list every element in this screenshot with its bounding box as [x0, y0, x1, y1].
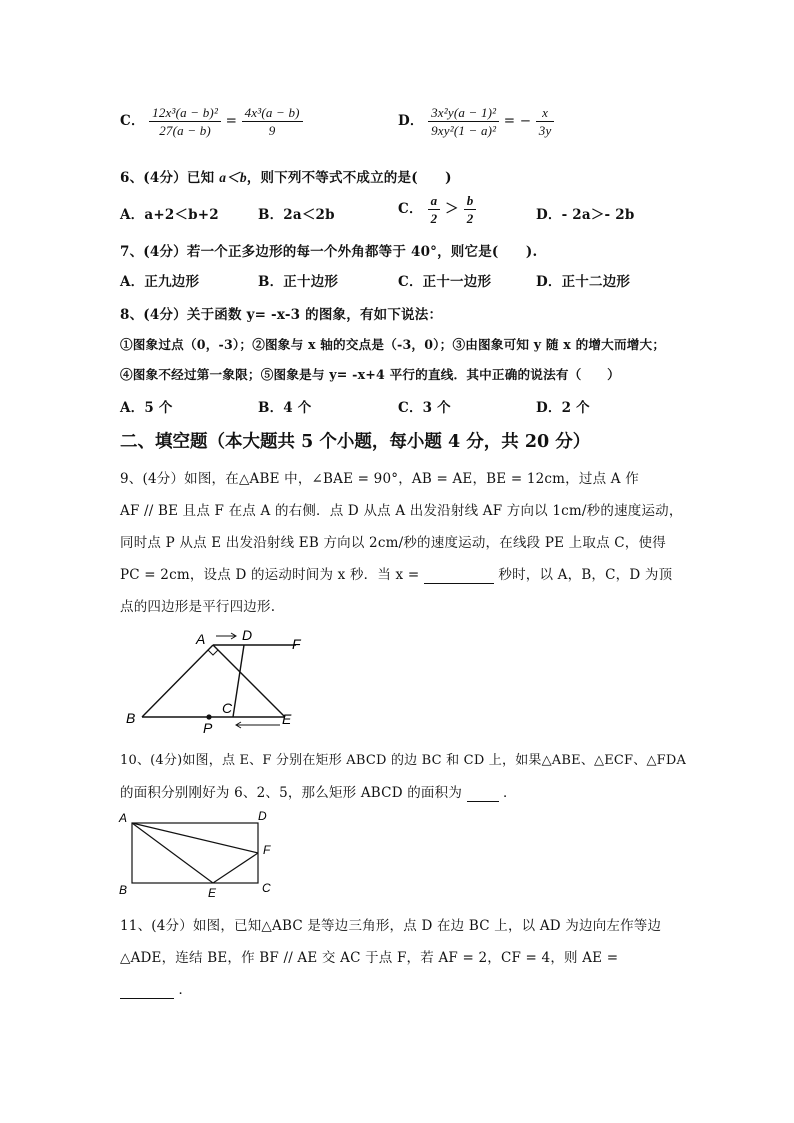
- q5-d-rhs-numerator: x: [536, 104, 555, 122]
- q10-segment-af: [132, 823, 258, 853]
- q5-d-lhs-fraction: [428, 104, 499, 139]
- q8-option-d: D．2 个: [536, 400, 590, 416]
- q9-right-angle-mark: [208, 650, 218, 655]
- q6-c-denominator-a: 2: [430, 211, 438, 226]
- q10-figure: [116, 808, 286, 900]
- q11-line-3: [120, 978, 192, 999]
- q9-line-3: 同时点 P 从点 E 出发沿射线 EB 方向以 2cm/秒的速度运动，在线段 PE 上取点 C，使得: [120, 535, 666, 551]
- q11-line-1: 11、(4分）如图，已知△ABC 是等边三角形，点 D 在边 BC 上，以 AD 为边向左作等边: [120, 918, 662, 934]
- q9-label-a: A: [196, 631, 206, 647]
- q6-stem-condition: a＜b: [219, 170, 247, 185]
- q11-line-3-end: ．: [178, 982, 193, 998]
- q5-d-rhs-denominator: 3y: [538, 123, 552, 138]
- q8-option-a: A．5 个: [120, 400, 173, 416]
- q9-line-4-start: PC = 2cm，设点 D 的运动时间为 x 秒．当 x =: [120, 567, 420, 583]
- q5-c-rhs-numerator: 4x³(a − b): [242, 104, 303, 122]
- q6-stem-prefix: 6、(4分）已知: [120, 170, 220, 186]
- q6-option-a: A．a+2＜b+2: [120, 207, 219, 223]
- q9-line-1: 9、(4分）如图，在△ABE 中，∠BAE = 90°，AB = AE，BE = 12cm，过点 A 作: [120, 471, 639, 487]
- q5-option-c: [120, 104, 303, 139]
- q9-segment-ab: [142, 645, 213, 717]
- q5-d-lhs-numerator: 3x²y(a − 1)²: [428, 104, 499, 122]
- q5-c-lhs-fraction: [149, 104, 221, 139]
- q9-label-f: F: [292, 636, 301, 652]
- q6-c-fraction-b: [464, 192, 477, 227]
- q5-c-lhs-numerator: 12x³(a − b)²: [149, 104, 221, 122]
- q8-stem: 8、(4分）关于函数 y= -x-3 的图象，有如下说法：: [120, 307, 443, 323]
- q10-label-d: D: [258, 809, 267, 823]
- q10-answer-blank[interactable]: [467, 785, 499, 802]
- q10-label-f: F: [263, 843, 271, 857]
- q5-c-rhs-denominator: 9: [268, 123, 276, 138]
- q6-c-denominator-b: 2: [466, 211, 474, 226]
- q11-answer-blank[interactable]: [120, 982, 174, 999]
- q6-stem: [120, 166, 452, 186]
- q6-option-d: D．- 2a＞- 2b: [536, 207, 635, 223]
- q5-c-lhs-denominator: 27(a − b): [159, 123, 211, 138]
- q6-option-c-letter: C．: [398, 201, 423, 217]
- q6-c-numerator-b: b: [464, 192, 477, 210]
- q9-answer-blank[interactable]: [424, 567, 494, 584]
- q10-label-b: B: [119, 883, 128, 897]
- q5-option-d: [398, 104, 554, 139]
- q6-c-fraction-a: [428, 192, 441, 227]
- q7-option-c: C．正十一边形: [398, 274, 492, 290]
- q6-c-greater-than: ＞: [445, 201, 459, 217]
- q6-stem-suffix: ，则下列不等式不成立的是( ): [246, 170, 452, 186]
- q6-option-c: [398, 192, 476, 227]
- q9-label-b: B: [126, 710, 136, 726]
- q10-rectangle-abcd: [132, 823, 258, 883]
- q10-label-a: A: [119, 811, 128, 825]
- q5-option-d-letter: D．: [398, 113, 424, 129]
- q9-figure: [120, 625, 320, 735]
- q10-segment-ae: [132, 823, 213, 883]
- q9-label-d: D: [242, 627, 253, 643]
- q10-line-1: 10、(4分)如图，点 E、F 分别在矩形 ABCD 的边 BC 和 CD 上，如果△ABE、△ECF、△FDA: [120, 753, 687, 768]
- q6-c-numerator-a: a: [428, 192, 441, 210]
- q7-option-d: D．正十二边形: [536, 274, 631, 290]
- q5-c-rhs-fraction: [242, 104, 303, 139]
- q10-label-e: E: [208, 886, 217, 900]
- q5-d-lhs-denominator: 9xy²(1 − a)²: [431, 123, 497, 138]
- q10-segment-ef: [213, 853, 258, 883]
- q5-d-equals: = −: [503, 113, 532, 129]
- q9-label-e: E: [282, 711, 292, 727]
- q6-option-b: B．2a＜2b: [258, 207, 335, 223]
- q9-line-5: 点的四边形是平行四边形.: [120, 599, 276, 615]
- q9-point-p: [206, 714, 211, 719]
- q10-line-2-end: ．: [503, 785, 517, 801]
- q11-line-2: △ADE，连结 BE，作 BF // AE 交 AC 于点 F，若 AF = 2，CF = 4，则 AE =: [120, 950, 619, 966]
- q8-statements-line-1: ①图象过点（0，-3）；②图象与 x 轴的交点是（-3，0）；③由图象可知 y 随 x 的增大而增大；: [120, 337, 666, 352]
- q7-option-b: B．正十边形: [258, 274, 339, 290]
- q8-option-c: C．3 个: [398, 400, 451, 416]
- q8-statements-line-2: ④图象不经过第一象限；⑤图象是与 y= -x+4 平行的直线．其中正确的说法有（ ）: [120, 367, 620, 382]
- q9-segment-dc: [233, 645, 244, 717]
- q10-label-c: C: [262, 881, 271, 895]
- q5-d-rhs-fraction: [536, 104, 555, 139]
- q9-line-4-end: 秒时，以 A，B，C，D 为顶: [498, 567, 673, 583]
- q9-line-4: [120, 563, 672, 584]
- section-2-heading: 二、填空题（本大题共 5 个小题，每小题 4 分，共 20 分）: [120, 432, 591, 452]
- q5-c-equals: =: [225, 113, 238, 129]
- q9-label-p: P: [203, 720, 213, 735]
- q9-label-c: C: [222, 700, 233, 716]
- q5-option-c-letter: C．: [120, 113, 145, 129]
- q10-line-2-start: 的面积分别刚好为 6、2、5，那么矩形 ABCD 的面积为: [120, 785, 463, 801]
- q10-line-2: [120, 781, 517, 802]
- q7-stem: 7、(4分）若一个正多边形的每一个外角都等于 40°，则它是( ).: [120, 244, 538, 260]
- q8-option-b: B．4 个: [258, 400, 312, 416]
- q7-option-a: A．正九边形: [120, 274, 200, 290]
- q9-line-2: AF // BE 且点 F 在点 A 的右侧．点 D 从点 A 出发沿射线 AF 方向以 1cm/秒的速度运动，: [120, 503, 683, 519]
